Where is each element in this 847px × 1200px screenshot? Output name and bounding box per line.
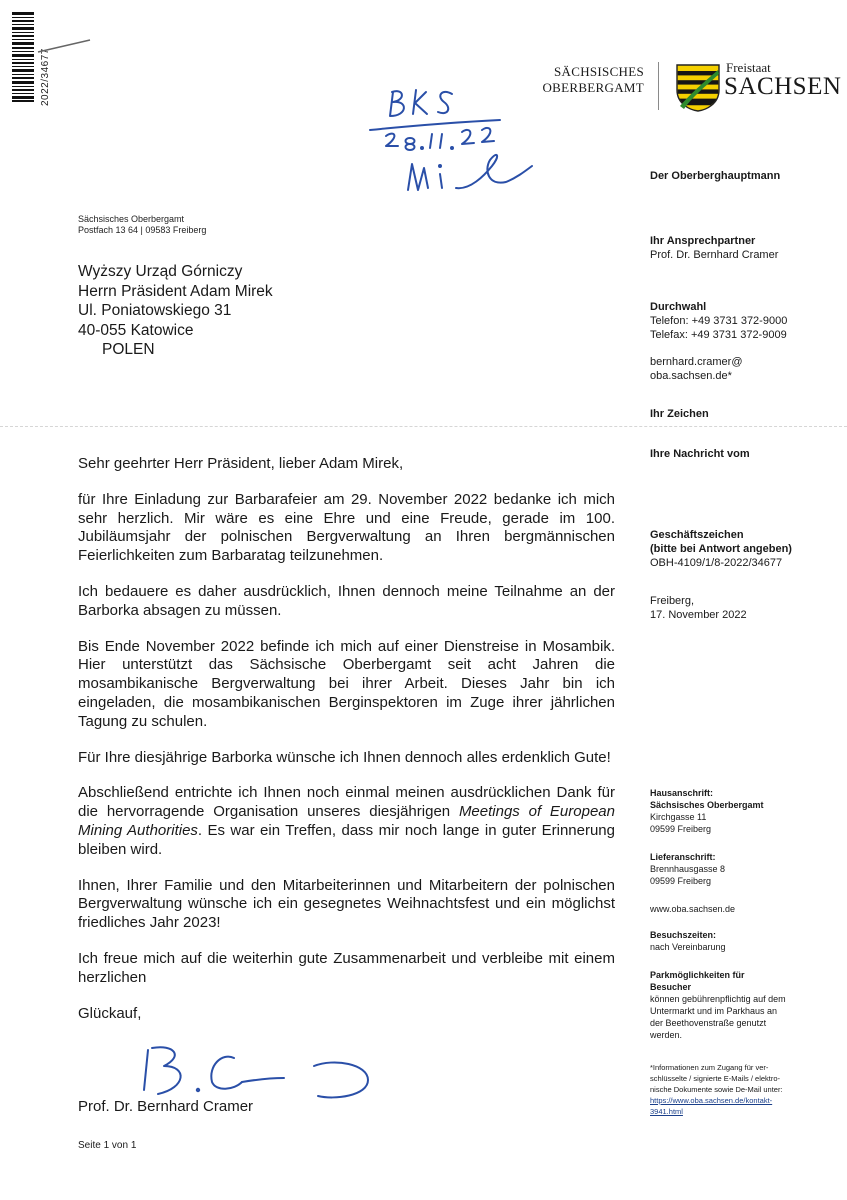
house-address-block: Hausanschrift: Sächsisches Oberbergamt Kirchgasse 11 09599 Freiberg xyxy=(650,788,764,834)
access-note-block: *Informationen zum Zugang für ver- schlüsselte / signierte E-Mails / elektro- nische Dokumente sowie De-Mail unter: https://www.oba.sachsen.de/kontakt- 3941.html xyxy=(650,1063,783,1116)
paragraph-2: Ich bedauere es daher ausdrücklich, Ihnen dennoch meine Teilnahme an der Barborka absagen zu müssen. xyxy=(78,582,615,619)
sender-line-1: Sächsisches Oberbergamt xyxy=(78,214,185,224)
paragraph-4: Für Ihre diesjährige Barborka wünsche ich Ihnen dennoch alles erdenklich Gute! xyxy=(78,748,611,766)
handwritten-annotation xyxy=(360,80,560,205)
delivery-address-block: Lieferanschrift: Brennhausgasse 8 09599 Freiberg xyxy=(650,852,726,886)
saxony-coat-of-arms-icon xyxy=(676,64,720,112)
recipient-line-2: Herrn Präsident Adam Mirek xyxy=(78,282,273,300)
parking-block: Parkmöglichkeiten für Besucher können gebührenpflichtig auf dem Untermarkt und im Parkhaus an der Beethovenstraße genutzt werden. xyxy=(650,970,786,1040)
letter-place: Freiberg, xyxy=(650,595,695,607)
file-ref-label-1: Geschäftszeichen xyxy=(650,529,744,541)
recipient-line-1: Wyższy Urząd Górniczy xyxy=(78,263,243,280)
your-message-label: Ihre Nachricht vom xyxy=(650,448,750,460)
file-ref-label-2: (bitte bei Antwort angeben) xyxy=(650,543,792,555)
sender-line-2: Postfach 13 64 | 09583 Freiberg xyxy=(78,225,207,235)
barcode-number: 2022/34677 xyxy=(40,48,51,106)
recipient-line-3: Ul. Poniatowskiego 31 xyxy=(78,302,232,319)
place-date-block xyxy=(650,594,747,622)
paragraph-5: Abschließend entrichte ich Ihnen noch einmal meinen ausdrücklichen Dank für die hervorragende Organisation unseres diesjährigen Meetings of European Mining Authorities. Es war ein Treffen, dass mir noch lange in guter Erinnerung bleiben wird. xyxy=(78,784,615,858)
salutation: Sehr geehrter Herr Präsident, lieber Adam Mirek, xyxy=(78,455,404,472)
paragraph-3: Bis Ende November 2022 befinde ich mich auf einer Dienstreise in Mosambik. Hier unterstützt das Sächsische Oberbergamt seit acht Jahren die mosambikanische Bergverwaltung bei ihrer Arbeit. Dieses Jahr bin ich eingeladen, die mosambikanischen Berginspektoren im Zuge ihrer jährlichen Tagung zu schulen. xyxy=(78,637,615,730)
institution-line-1: SÄCHSISCHES xyxy=(554,64,644,79)
email-line-2: oba.sachsen.de* xyxy=(650,370,732,382)
state-prefix: Freistaat xyxy=(726,60,771,75)
contact-block xyxy=(650,234,778,262)
institution-line-2: OBERBERGAMT xyxy=(542,80,644,95)
website-link[interactable]: www.oba.sachsen.de xyxy=(650,904,736,914)
barcode xyxy=(12,12,34,102)
signer-name: Prof. Dr. Bernhard Cramer xyxy=(78,1098,254,1115)
meeting-name: Meetings of European Mining Authorities xyxy=(78,803,615,839)
state-name: SACHSEN xyxy=(724,73,842,100)
phone-number: Telefon: +49 3731 372-9000 xyxy=(650,315,788,327)
phone-block xyxy=(650,300,787,342)
file-reference-block xyxy=(650,528,792,570)
sender-role: Der Oberberghauptmann xyxy=(650,170,781,182)
phone-label: Durchwahl xyxy=(650,301,707,313)
file-reference: OBH-4109/1/8-2022/34677 xyxy=(650,557,783,569)
letter-date: 17. November 2022 xyxy=(650,609,747,621)
fax-number: Telefax: +49 3731 372-9009 xyxy=(650,329,787,341)
paragraph-7: Ich freue mich auf die weiterhin gute Zusammenarbeit und verbleibe mit einem herzlichen xyxy=(78,949,615,986)
closing: Glückauf, xyxy=(78,1004,142,1022)
contact-label: Ihr Ansprechpartner xyxy=(650,235,756,247)
your-reference-label: Ihr Zeichen xyxy=(650,408,709,420)
access-info-link-cont[interactable]: 3941.html xyxy=(650,1107,683,1116)
recipient-line-5: POLEN xyxy=(102,341,155,358)
page-number: Seite 1 von 1 xyxy=(78,1140,137,1151)
recipient-address xyxy=(78,262,273,360)
email-line-1: bernhard.cramer@ xyxy=(650,356,743,368)
email-block xyxy=(650,355,742,383)
visiting-hours-block: Besuchszeiten: nach Vereinbarung xyxy=(650,930,726,952)
sender-return-address xyxy=(78,214,206,236)
access-info-link[interactable]: https://www.oba.sachsen.de/kontakt- xyxy=(650,1096,773,1105)
recipient-line-4: 40-055 Katowice xyxy=(78,321,194,339)
fold-mark xyxy=(0,426,847,427)
header-divider xyxy=(658,62,659,110)
pen-stroke xyxy=(36,36,92,56)
letter-body xyxy=(78,455,615,1040)
paragraph-6: Ihnen, Ihrer Familie und den Mitarbeiterinnen und Mitarbeitern der polnischen Bergverwaltung wünsche ich ein gesegnetes Weihnachtsfest und ein möglichst friedliches Jahr 2023! xyxy=(78,876,615,932)
paragraph-1: für Ihre Einladung zur Barbarafeier am 29. November 2022 bedanke ich mich sehr herzlich. Mir wäre es eine Ehre und eine Freude, gerade im 100. Jubiläumsjahr der polnischen Bergverwaltung an Ihren bergmännischen Feierlichkeiten zum Barbaratag teilzunehmen. xyxy=(78,490,615,565)
contact-name: Prof. Dr. Bernhard Cramer xyxy=(650,249,779,261)
